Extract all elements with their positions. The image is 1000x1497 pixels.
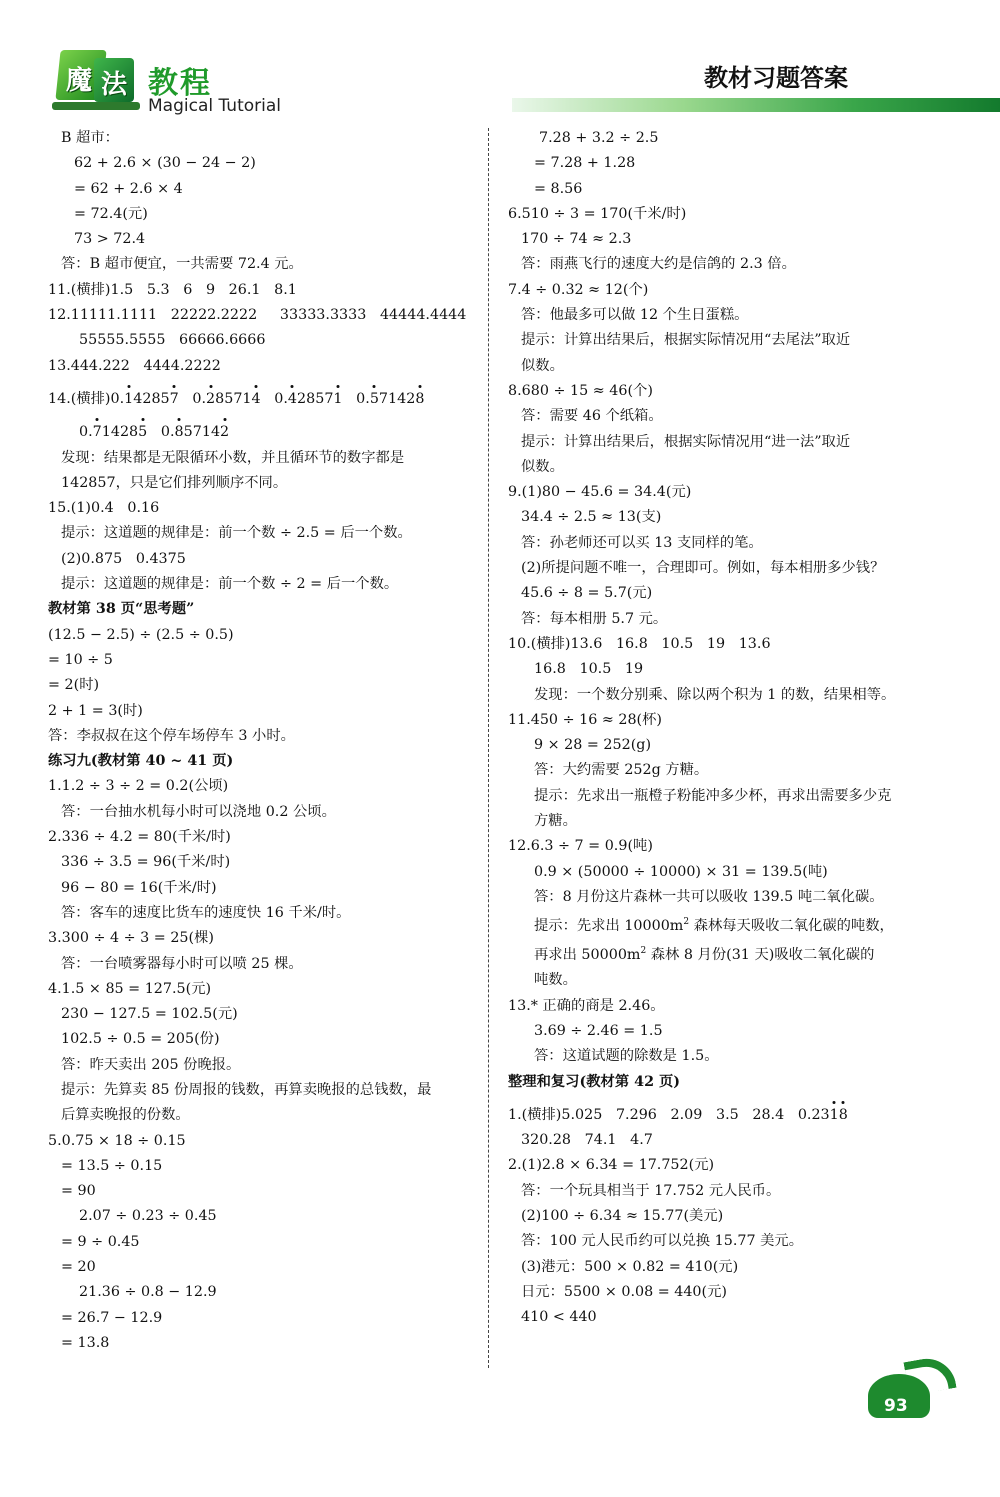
text-line: 7.4 ÷ 0.32 ≈ 12(个) — [508, 281, 649, 298]
q14-text: 0. — [342, 390, 370, 407]
text-line: 45.6 ÷ 8 = 5.7(元) — [521, 585, 653, 602]
q14-text: 0. — [79, 424, 93, 441]
logo-subtitle: Magical Tutorial — [148, 96, 281, 116]
page-number-badge — [862, 1352, 962, 1432]
text-line: 答：客车的速度比货车的速度快 16 千米/时。 — [61, 904, 351, 921]
q14-text: 5714 — [183, 424, 221, 441]
text-line: 15.(1)0.4 0.16 — [48, 500, 160, 517]
left-column — [48, 126, 478, 1356]
logo-book-base — [52, 102, 140, 110]
page-header — [0, 0, 1000, 125]
text-line: 4.1.5 × 85 = 127.5(元) — [48, 980, 212, 997]
logo-char-1: 魔 — [66, 66, 93, 96]
page-number: 93 — [884, 1396, 908, 1416]
text-line: 整理和复习(教材第 42 页) — [508, 1073, 681, 1090]
text-line: (2)0.875 0.4375 — [61, 550, 186, 567]
repeat-dot: 2 — [206, 387, 215, 412]
q12-hint-text: 森林 8 月份(31 天)吸收二氧化碳的 — [646, 947, 875, 964]
text-line: (2)100 ÷ 6.34 ≈ 15.77(美元) — [521, 1208, 724, 1224]
text-line: = 10 ÷ 5 — [48, 651, 113, 668]
text-line: 96 − 80 = 16(千米/时) — [61, 879, 217, 896]
logo-char-2: 法 — [101, 70, 128, 100]
left-lines-block-1 — [48, 126, 478, 379]
q14-text: 1428 — [101, 424, 139, 441]
text-line: 73 > 72.4 — [74, 231, 146, 248]
text-line: 发现：一个数分别乘、除以两个积为 1 的数，结果相等。 — [534, 686, 896, 703]
text-line: 提示：先算卖 85 份周报的钱数，再算卖晚报的总钱数，最 — [61, 1081, 432, 1098]
text-line: 336 ÷ 3.5 = 96(千米/时) — [61, 854, 231, 871]
text-line: 答：B 超市便宜，一共需要 72.4 元。 — [61, 256, 303, 273]
text-line: 6.510 ÷ 3 = 170(千米/时) — [508, 205, 687, 222]
text-line: 230 − 127.5 = 102.5(元) — [61, 1006, 238, 1023]
text-line: 发现：结果都是无限循环小数，并且循环节的数字都是 — [61, 449, 405, 466]
review-q1-line-2: 320.28 74.1 4.7 — [521, 1132, 653, 1149]
repeat-dot: 8 — [175, 420, 184, 445]
repeat-dot: 4 — [252, 387, 261, 412]
right-lines-block-1 — [508, 126, 948, 910]
repeat-dot: 5 — [138, 420, 147, 445]
text-line: 11.450 ÷ 16 ≈ 28(杯) — [508, 711, 662, 728]
text-line: 似数。 — [521, 458, 564, 475]
text-line: (12.5 − 2.5) ÷ (2.5 ÷ 0.5) — [48, 626, 234, 643]
repeat-dot: 5 — [370, 387, 379, 412]
repeat-dot: 7 — [170, 387, 179, 412]
q12-hint-line-1 — [508, 910, 948, 939]
q14-text: 4285 — [133, 390, 170, 407]
text-line: = 20 — [61, 1259, 96, 1276]
q12-hint-text: 森林每天吸收二氧化碳的吨数， — [689, 917, 894, 934]
q14-line-1 — [48, 387, 478, 412]
text-line: 142857，只是它们排列顺序不同。 — [61, 474, 288, 491]
text-line: 9.(1)80 − 45.6 = 34.4(元) — [508, 484, 692, 501]
magical-tutorial-logo — [44, 40, 304, 120]
text-line: 2.336 ÷ 4.2 = 80(千米/时) — [48, 829, 231, 846]
text-line: 13.444.222 4444.2222 — [48, 357, 221, 374]
text-line: (2)所提问题不唯一，合理即可。例如，每本相册多少钱？ — [521, 560, 885, 577]
header-gradient-bar — [512, 98, 1000, 112]
text-line: 16.8 10.5 19 — [534, 661, 644, 678]
q14-text: 7142 — [378, 390, 416, 407]
text-line: 3.69 ÷ 2.46 = 1.5 — [534, 1022, 663, 1039]
repeat-dot: 4 — [288, 387, 297, 412]
text-line: 答：大约需要 252g 方糖。 — [534, 762, 709, 779]
text-line: 7.28 + 3.2 ÷ 2.5 — [539, 130, 659, 146]
text-line: 11.(横排)1.5 5.3 6 9 26.1 8.1 — [48, 281, 297, 298]
text-line: 答：一台抽水机每小时可以浇地 0.2 公顷。 — [61, 803, 336, 820]
q14-text: 0. — [178, 390, 207, 407]
text-line: 102.5 ÷ 0.5 = 205(份) — [61, 1031, 220, 1048]
text-line: = 8.56 — [534, 180, 583, 197]
text-line: 2.07 ÷ 0.23 ÷ 0.45 — [79, 1208, 217, 1225]
repeat-dot: 1 — [124, 387, 133, 412]
text-line: 答：每本相册 5.7 元。 — [521, 610, 668, 627]
text-line: 答：李叔叔在这个停车场停车 3 小时。 — [48, 727, 295, 744]
text-line: 3.300 ÷ 4 ÷ 3 = 25(棵) — [48, 930, 214, 947]
text-line: 62 + 2.6 × (30 − 24 − 2) — [74, 155, 256, 172]
text-line: 教材第 38 页“思考题” — [48, 601, 195, 618]
right-lines-block-2 — [508, 994, 948, 1095]
text-line: = 13.8 — [61, 1334, 110, 1351]
superscript: 2 — [640, 946, 647, 957]
text-line: (3)港元：500 × 0.82 = 410(元) — [521, 1258, 739, 1275]
text-line: 5.0.75 × 18 ÷ 0.15 — [48, 1132, 186, 1149]
text-line: 提示：这道题的规律是：前一个数 ÷ 2 = 后一个数。 — [61, 576, 399, 593]
section-title: 教材习题答案 — [704, 64, 848, 92]
text-line: 后算卖晚报的份数。 — [61, 1107, 190, 1124]
text-line: 34.4 ÷ 2.5 ≈ 13(支) — [521, 509, 662, 526]
text-line: B 超市： — [61, 130, 119, 146]
text-line: 21.36 ÷ 0.8 − 12.9 — [79, 1284, 217, 1301]
text-line: 答：这道试题的除数是 1.5。 — [534, 1048, 719, 1065]
repeat-dot: 8 — [415, 387, 424, 412]
text-line: 提示：这道题的规律是：前一个数 ÷ 2.5 = 后一个数。 — [61, 525, 412, 542]
q12-hint-text: 再求出 50000m — [534, 947, 641, 964]
text-line: 答：孙老师还可以买 13 支同样的笔。 — [521, 534, 763, 551]
repeat-dot: 2 — [220, 420, 229, 445]
text-line: 答：需要 46 个纸箱。 — [521, 408, 663, 425]
text-line: = 9 ÷ 0.45 — [61, 1233, 140, 1250]
text-line: 答：昨天卖出 205 份晚报。 — [61, 1056, 241, 1073]
q14-text: 0. — [147, 424, 175, 441]
text-line: 0.9 × (50000 ÷ 10000) × 31 = 139.5(吨) — [534, 863, 828, 880]
text-line: 练习九(教材第 40 ~ 41 页) — [48, 753, 234, 770]
text-line: 2.(1)2.8 × 6.34 = 17.752(元) — [508, 1157, 715, 1174]
text-line: 12.11111.1111 22222.2222 33333.3333 44444.4444 — [48, 307, 467, 324]
text-line: = 2(时) — [48, 677, 100, 694]
q14-text: 8571 — [215, 390, 252, 407]
q14-text: 14.(横排)0. — [48, 390, 125, 407]
right-column — [508, 126, 948, 1330]
q12-hint-line-3: 吨数。 — [534, 972, 577, 989]
column-divider — [488, 128, 489, 1368]
wizard-hat-tip-icon — [903, 1354, 956, 1396]
review-q1-text: 1.(横排)5.025 7.296 2.09 3.5 28.4 0.23 — [508, 1106, 830, 1123]
text-line: 9 × 28 = 252(g) — [534, 737, 652, 754]
q14-line-2 — [48, 420, 478, 445]
q12-hint-line-2 — [508, 939, 948, 968]
repeat-dot: 8 — [839, 1103, 848, 1128]
text-line: = 90 — [61, 1183, 96, 1200]
right-lines-block-3 — [508, 1153, 948, 1330]
text-line: 8.680 ÷ 15 ≈ 46(个) — [508, 382, 653, 399]
repeat-dot: 1 — [333, 387, 342, 412]
text-line: 410 < 440 — [521, 1309, 597, 1326]
text-line: 2 + 1 = 3(时) — [48, 702, 143, 719]
text-line: 10.(横排)13.6 16.8 10.5 19 13.6 — [508, 635, 771, 652]
text-line: 方糖。 — [534, 813, 577, 830]
superscript: 2 — [683, 917, 690, 928]
q14-text: 2857 — [297, 390, 334, 407]
text-line: = 62 + 2.6 × 4 — [74, 180, 183, 197]
text-line: = 72.4(元) — [74, 205, 148, 222]
left-lines-block-2 — [48, 446, 478, 1357]
text-line: 55555.5555 66666.6666 — [79, 332, 266, 349]
text-line: 答：一个玩具相当于 17.752 元人民币。 — [521, 1182, 781, 1199]
text-line: 提示：先求出一瓶橙子粉能冲多少杯，再求出需要多少克 — [534, 787, 892, 804]
text-line: = 13.5 ÷ 0.15 — [61, 1157, 163, 1174]
text-line: 答：100 元人民币约可以兑换 15.77 美元。 — [521, 1233, 804, 1250]
text-line: 提示：计算出结果后，根据实际情况用“去尾法”取近 — [521, 332, 851, 349]
text-line: 似数。 — [521, 357, 564, 374]
repeat-dot: 1 — [830, 1103, 839, 1128]
text-line: 提示：计算出结果后，根据实际情况用“进一法”取近 — [521, 433, 851, 450]
text-line: = 7.28 + 1.28 — [534, 155, 636, 172]
text-line: 170 ÷ 74 ≈ 2.3 — [521, 231, 632, 248]
text-line: 答：雨燕飞行的速度大约是信鸽的 2.3 倍。 — [521, 256, 796, 273]
logo-title: 教程 — [148, 66, 212, 101]
text-line: 13.* 正确的商是 2.46。 — [508, 997, 665, 1014]
text-line: 12.6.3 ÷ 7 = 0.9(吨) — [508, 838, 653, 855]
text-line: 答：他最多可以做 12 个生日蛋糕。 — [521, 307, 749, 324]
text-line: 1.1.2 ÷ 3 ÷ 2 = 0.2(公顷) — [48, 778, 229, 795]
q14-text: 0. — [260, 390, 288, 407]
text-line: = 26.7 − 12.9 — [61, 1309, 163, 1326]
text-line: 日元：5500 × 0.08 = 440(元) — [521, 1283, 727, 1300]
text-line: 答：一台喷雾器每小时可以喷 25 棵。 — [61, 955, 303, 972]
text-line: 答：8 月份这片森林一共可以吸收 139.5 吨二氧化碳。 — [534, 888, 884, 905]
review-q1-line-1 — [508, 1103, 948, 1128]
q12-hint-text: 提示：先求出 10000m — [534, 917, 684, 934]
repeat-dot: 7 — [93, 420, 102, 445]
